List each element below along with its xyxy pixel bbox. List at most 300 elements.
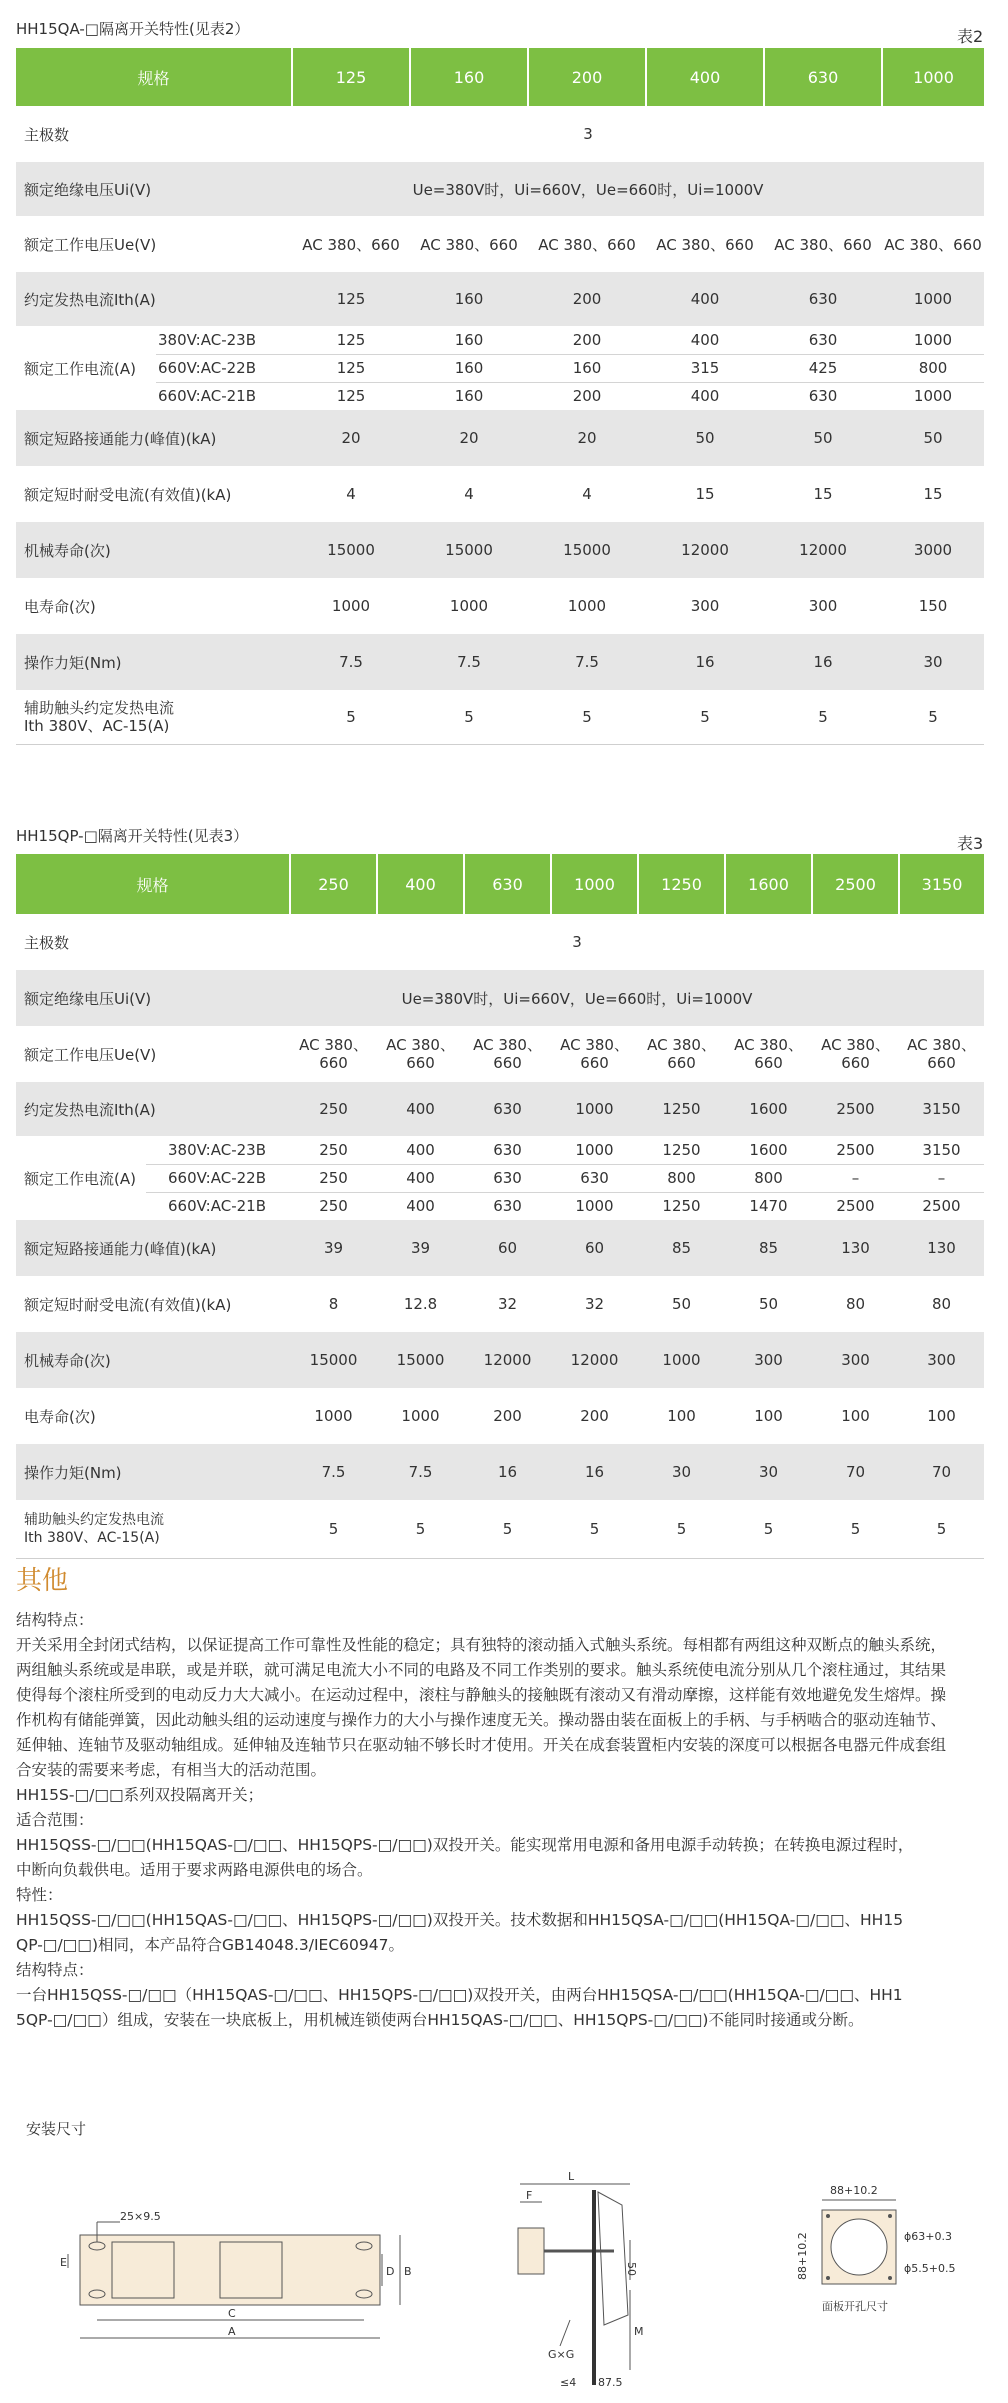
row-label: 额定绝缘电压Ui(V)	[16, 970, 290, 1026]
elec-value: 1000	[449, 597, 489, 615]
stw-value: 80	[845, 1295, 866, 1313]
elec-value: 100	[667, 1407, 696, 1425]
sc-value: 20	[292, 410, 410, 466]
torque-value: 30	[882, 634, 984, 690]
size-header: 200	[528, 48, 646, 106]
elec-value: 1000	[567, 597, 607, 615]
aux-value: 5	[882, 690, 984, 744]
ie-value: 400	[646, 326, 764, 354]
ue-value	[290, 1026, 377, 1082]
aux-value: 5	[464, 1500, 551, 1558]
ui-value: Ue=380V时，Ui=660V，Ue=660时，Ui=1000V	[292, 162, 984, 216]
aux-value: 5	[410, 690, 528, 744]
row-label	[16, 1500, 290, 1558]
table-row	[16, 690, 984, 744]
ie-value: 160	[410, 326, 528, 354]
torque-value: 16	[464, 1444, 551, 1500]
ie-value: 1470	[749, 1197, 788, 1216]
mech-value: 12000	[764, 522, 882, 578]
torque-value: 7.5	[292, 634, 410, 690]
stw-value: 12.8	[403, 1295, 438, 1313]
ue-value: AC 380、660	[774, 235, 872, 254]
text-line: 合安装的需要来考虑，有相当大的活动范围。	[16, 1761, 327, 1779]
text-line: 结构特点：	[16, 1961, 94, 1979]
dim-d55-label: ϕ5.5+0.5	[904, 2262, 956, 2275]
handle-knob	[518, 2228, 544, 2274]
ie-value: 400	[406, 1197, 435, 1216]
sc-value: 50	[646, 410, 764, 466]
dim-f-label: F	[526, 2189, 533, 2202]
torque-value: 70	[899, 1444, 984, 1500]
ue-line2: 660	[841, 1054, 870, 1072]
ue-line1: AC 380、	[560, 1036, 629, 1054]
ith-value: 630	[764, 272, 882, 326]
dim-87-label: 87.5	[598, 2376, 623, 2389]
ith-value: 2500	[812, 1082, 899, 1136]
dim-d63-label: ϕ63+0.3	[904, 2230, 952, 2243]
ue-value: AC 380、660	[302, 235, 400, 254]
row-label: 操作力矩(Nm)	[16, 634, 292, 690]
aux-label-line2: Ith 380V、AC-15(A)	[24, 1529, 160, 1546]
row-label: 电寿命(次)	[24, 597, 96, 616]
ie-condition: 380V:AC-23B	[146, 1136, 290, 1164]
ue-value	[464, 1026, 551, 1082]
ue-value	[725, 1026, 812, 1082]
torque-value: 30	[725, 1444, 812, 1500]
table-row	[16, 1164, 984, 1192]
table3-caption: HH15QP-□隔离开关特性(见表3）	[16, 827, 249, 845]
torque-value: 16	[646, 634, 764, 690]
ue-line1: AC 380、	[821, 1036, 890, 1054]
ith-value: 200	[528, 272, 646, 326]
ie-value: 3150	[899, 1136, 984, 1164]
aux-label-line1: 辅助触头约定发热电流	[24, 1511, 164, 1528]
sc-value: 39	[290, 1220, 377, 1276]
table-row	[16, 578, 984, 634]
ue-line2: 660	[580, 1054, 609, 1072]
text-line: 延伸轴、连轴节及驱动轴组成。延伸轴及连轴节只在驱动轴不够长时才使用。开关在成套装置柜内安装的深度可以根据各电器元件成套组	[16, 1736, 947, 1754]
text-line: 适合范围：	[16, 1811, 94, 1829]
stw-value: 50	[758, 1295, 779, 1313]
ie-value: 630	[464, 1136, 551, 1164]
aux-value: 5	[528, 690, 646, 744]
ue-line1: AC 380、	[386, 1036, 455, 1054]
elec-value: 1000	[314, 1407, 353, 1425]
size-header: 1600	[725, 854, 812, 914]
torque-value: 16	[551, 1444, 638, 1500]
ith-value: 125	[292, 272, 410, 326]
table-row	[16, 1332, 984, 1388]
row-label: 约定发热电流Ith(A)	[16, 1082, 290, 1136]
row-label: 机械寿命(次)	[16, 522, 292, 578]
ie-condition: 660V:AC-22B	[146, 1164, 290, 1192]
dim-d-label: D	[386, 2265, 395, 2278]
ue-value: AC 380、660	[420, 235, 518, 254]
aux-value: 5	[551, 1500, 638, 1558]
elec-value: 300	[690, 597, 720, 615]
ui-value: Ue=380V时，Ui=660V，Ue=660时，Ui=1000V	[290, 970, 984, 1026]
ie-value: 630	[764, 326, 882, 354]
row-label: 额定短时耐受电流(有效值)(kA)	[24, 1295, 232, 1314]
table-row	[16, 1220, 984, 1276]
aux-value: 5	[638, 1500, 725, 1558]
stw-value: 15	[813, 485, 833, 503]
ie-value: 800	[638, 1164, 725, 1192]
row-label: 额定短时耐受电流(有效值)(kA)	[24, 485, 232, 504]
dim-le4-label: ≤4	[560, 2376, 577, 2389]
aux-value: 5	[292, 690, 410, 744]
table2-number: 表2	[957, 27, 984, 46]
ue-value	[812, 1026, 899, 1082]
mech-value: 1000	[638, 1332, 725, 1388]
size-header: 2500	[812, 854, 899, 914]
ie-condition: 660V:AC-22B	[156, 354, 292, 382]
other-text	[16, 1608, 986, 2033]
text-line: QP-□/□□)相同，本产品符合GB14048.3/IEC60947。	[16, 1936, 404, 1954]
text-line: 5QP-□/□□）组成，安装在一块底板上，用机械连锁使两台HH15QAS-□/□□、HH15QPS-□/□□)不能同时接通或分断。	[16, 2011, 864, 2029]
size-header: 1000	[882, 48, 984, 106]
ie-value: 125	[336, 387, 366, 406]
row-label: 主极数	[24, 125, 70, 144]
sc-value: 130	[899, 1220, 984, 1276]
row-label: 额定工作电压Ue(V)	[24, 235, 157, 254]
text-line: 作机构有储能弹簧，因此动触头组的运动速度与操作力的大小与操作速度无关。操动器由装在面板上的手柄、与手柄啮合的驱动连轴节、	[16, 1711, 947, 1729]
poles-value: 3	[583, 125, 593, 143]
cabinet-door	[592, 2190, 596, 2385]
ue-value	[377, 1026, 464, 1082]
size-header: 400	[646, 48, 764, 106]
elec-value: 200	[493, 1407, 522, 1425]
torque-value: 7.5	[410, 634, 528, 690]
row-label: 机械寿命(次)	[16, 1332, 290, 1388]
sc-value: 50	[882, 410, 984, 466]
side-view-drawing	[480, 2150, 680, 2390]
row-label: 约定发热电流Ith(A)	[16, 272, 292, 326]
ith-value: 630	[464, 1082, 551, 1136]
table-row	[16, 216, 984, 272]
stw-value: 32	[584, 1295, 605, 1313]
table3-spec-header: 规格	[16, 854, 290, 914]
ue-line1: AC 380、	[734, 1036, 803, 1054]
ie-value: 125	[292, 326, 410, 354]
ie-value: 250	[290, 1136, 377, 1164]
cutout-circle	[831, 2219, 887, 2275]
mech-value: 300	[899, 1332, 984, 1388]
row-label: 主极数	[24, 933, 70, 952]
elec-value: 100	[754, 1407, 783, 1425]
text-line: 使得每个滚柱所受到的电动反力大大减小。在运动过程中，滚柱与静触头的接触既有滚动又有滑动摩擦，这样能有效地避免发生熔焊。操	[16, 1686, 947, 1704]
table-row	[16, 162, 984, 216]
dim-c-label: C	[228, 2307, 236, 2320]
front-view-drawing	[60, 2180, 430, 2380]
ue-line2: 660	[319, 1054, 348, 1072]
table-row	[16, 914, 984, 970]
elec-value: 150	[918, 597, 948, 615]
ue-line1: AC 380、	[299, 1036, 368, 1054]
ie-value: 1250	[638, 1136, 725, 1164]
stw-value: 4	[464, 485, 474, 503]
ue-line2: 660	[927, 1054, 956, 1072]
row-label: 操作力矩(Nm)	[16, 1444, 290, 1500]
hole-label: 25×9.5	[120, 2210, 161, 2223]
cutout-caption: 面板开孔尺寸	[822, 2300, 888, 2313]
mech-value: 15000	[377, 1332, 464, 1388]
table2-caption: HH15QA-□隔离开关特性(见表2）	[16, 20, 250, 38]
table-row	[16, 410, 984, 466]
table-row	[16, 970, 984, 1026]
ie-value: 400	[690, 387, 720, 406]
row-label: 额定绝缘电压Ui(V)	[16, 162, 292, 216]
base-plate	[80, 2235, 380, 2305]
aux-value: 5	[290, 1500, 377, 1558]
size-header: 1000	[551, 854, 638, 914]
ie-value: 630	[464, 1164, 551, 1192]
ie-value: 250	[319, 1197, 348, 1216]
mech-value: 15000	[528, 522, 646, 578]
stw-value: 8	[328, 1295, 339, 1313]
ith-value: 3150	[899, 1082, 984, 1136]
ith-value: 1000	[551, 1082, 638, 1136]
ie-value: 1000	[575, 1197, 614, 1216]
ith-value: 1000	[882, 272, 984, 326]
size-header: 1250	[638, 854, 725, 914]
table-row	[16, 1276, 984, 1332]
aux-value: 5	[725, 1500, 812, 1558]
ie-value: 800	[882, 354, 984, 382]
table-row	[16, 1444, 984, 1500]
table-row	[16, 1026, 984, 1082]
ue-line2: 660	[493, 1054, 522, 1072]
ie-value: –	[899, 1164, 984, 1192]
panel-cutout-drawing	[780, 2180, 960, 2360]
ith-value: 1600	[725, 1082, 812, 1136]
row-label: 额定短路接通能力(峰值)(kA)	[16, 410, 292, 466]
table-row	[16, 1388, 984, 1444]
size-header: 125	[292, 48, 410, 106]
poles-value: 3	[572, 933, 582, 951]
sc-value: 39	[377, 1220, 464, 1276]
size-header: 3150	[899, 854, 984, 914]
elec-value: 1000	[401, 1407, 440, 1425]
elec-value: 100	[841, 1407, 870, 1425]
ie-value: 800	[725, 1164, 812, 1192]
ith-value: 400	[646, 272, 764, 326]
mech-value: 15000	[292, 522, 410, 578]
dim-m-label: M	[634, 2325, 644, 2338]
table2-header-row	[16, 48, 984, 106]
table3-number: 表3	[957, 834, 984, 853]
ie-value: 400	[377, 1136, 464, 1164]
ue-line1: AC 380、	[647, 1036, 716, 1054]
aux-value: 5	[899, 1500, 984, 1558]
ue-value	[551, 1026, 638, 1082]
table-row	[16, 106, 984, 162]
sc-value: 50	[764, 410, 882, 466]
text-line: 一台HH15QSS-□/□□（HH15QAS-□/□□、HH15QPS-□/□□)双投开关，由两台HH15QSA-□/□□(HH15QA-□/□□、HH1	[16, 1986, 903, 2004]
ie-value: 160	[454, 387, 484, 406]
table-row	[16, 1136, 984, 1164]
section-title-other: 其他	[16, 1566, 69, 1596]
ith-value: 400	[377, 1082, 464, 1136]
ie-value: 160	[410, 354, 528, 382]
text-line: HH15S-□/□□系列双投隔离开关；	[16, 1786, 264, 1804]
ie-value: 1600	[725, 1136, 812, 1164]
ie-value: 1250	[662, 1197, 701, 1216]
stw-value: 80	[931, 1295, 952, 1313]
text-line: 中断向负载供电。适用于要求两路电源供电的场合。	[16, 1861, 373, 1879]
torque-value: 7.5	[290, 1444, 377, 1500]
aux-label-line2: Ith 380V、AC-15(A)	[24, 716, 170, 735]
ie-condition: 380V:AC-23B	[156, 326, 292, 354]
text-line: 开关采用全封闭式结构，以保证提高工作可靠性及性能的稳定；具有独特的滚动插入式触头系统。每相都有两组这种双断点的触头系统，	[16, 1636, 947, 1654]
dim-50-label: 50	[625, 2262, 638, 2276]
stw-value: 15	[923, 485, 943, 503]
mech-value: 12000	[551, 1332, 638, 1388]
stw-value: 4	[346, 485, 356, 503]
ue-value	[638, 1026, 725, 1082]
sc-value: 85	[725, 1220, 812, 1276]
ith-value: 250	[290, 1082, 377, 1136]
ue-line2: 660	[406, 1054, 435, 1072]
table-row	[16, 522, 984, 578]
torque-value: 7.5	[377, 1444, 464, 1500]
row-label: 额定短路接通能力(峰值)(kA)	[16, 1220, 290, 1276]
ie-value: 2500	[836, 1197, 875, 1216]
sc-value: 60	[551, 1220, 638, 1276]
text-line: HH15QSS-□/□□(HH15QAS-□/□□、HH15QPS-□/□□)双投开关。技术数据和HH15QSA-□/□□(HH15QA-□/□□、HH15	[16, 1911, 904, 1929]
install-title: 安装尺寸	[26, 2120, 87, 2138]
ie-value: 630	[551, 1164, 638, 1192]
row-label	[16, 690, 292, 744]
dim-gxg-label: G×G	[548, 2348, 575, 2361]
dim-a-label: A	[228, 2325, 236, 2338]
torque-value: 70	[812, 1444, 899, 1500]
ie-value: 2500	[812, 1136, 899, 1164]
ue-value: AC 380、660	[884, 235, 982, 254]
aux-label-line1: 辅助触头约定发热电流	[24, 698, 175, 717]
size-header: 400	[377, 854, 464, 914]
aux-value: 5	[812, 1500, 899, 1558]
ue-value: AC 380、660	[656, 235, 754, 254]
ie-value: 630	[808, 387, 838, 406]
ie-value: 200	[572, 387, 602, 406]
mech-value: 15000	[290, 1332, 377, 1388]
ue-value	[899, 1026, 984, 1082]
table-row	[16, 1082, 984, 1136]
dim-e-label: E	[60, 2256, 67, 2269]
elec-value: 1000	[331, 597, 371, 615]
sc-value: 85	[638, 1220, 725, 1276]
ue-line1: AC 380、	[907, 1036, 976, 1054]
ue-line1: AC 380、	[473, 1036, 542, 1054]
ie-value: 1000	[913, 387, 953, 406]
torque-value: 7.5	[528, 634, 646, 690]
sc-value: 20	[528, 410, 646, 466]
stw-value: 4	[582, 485, 592, 503]
dim-left-label: 88+10.2	[796, 2232, 809, 2280]
ie-value: 2500	[922, 1197, 961, 1216]
sc-value: 20	[410, 410, 528, 466]
ie-condition: 660V:AC-21B	[168, 1197, 266, 1216]
text-line: HH15QSS-□/□□(HH15QAS-□/□□、HH15QPS-□/□□)双投开关。能实现常用电源和备用电源手动转换；在转换电源过程时，	[16, 1836, 914, 1854]
table2	[16, 48, 984, 745]
mech-value: 300	[812, 1332, 899, 1388]
table-row	[16, 354, 984, 382]
ie-value: 425	[764, 354, 882, 382]
mech-value: 3000	[882, 522, 984, 578]
ie-value: 200	[528, 326, 646, 354]
table3-header-row	[16, 854, 984, 914]
sc-value: 130	[812, 1220, 899, 1276]
size-header: 250	[290, 854, 377, 914]
ith-value: 160	[410, 272, 528, 326]
dim-top-label: 88+10.2	[830, 2184, 878, 2197]
ie-value: 1000	[551, 1136, 638, 1164]
aux-value: 5	[764, 690, 882, 744]
ie-condition: 660V:AC-21B	[158, 387, 256, 406]
mech-value: 15000	[410, 522, 528, 578]
torque-value: 16	[764, 634, 882, 690]
ue-line2: 660	[667, 1054, 696, 1072]
stw-value: 32	[497, 1295, 518, 1313]
ie-value: 160	[528, 354, 646, 382]
aux-value: 5	[646, 690, 764, 744]
table-row	[16, 466, 984, 522]
size-header: 160	[410, 48, 528, 106]
text-line: 特性：	[16, 1886, 63, 1904]
ie-value: 125	[292, 354, 410, 382]
mech-value: 12000	[464, 1332, 551, 1388]
ie-value: 630	[493, 1197, 522, 1216]
row-label: 额定工作电压Ue(V)	[24, 1045, 157, 1064]
ie-value: 400	[377, 1164, 464, 1192]
row-label: 电寿命(次)	[24, 1407, 96, 1426]
table-row	[16, 1192, 984, 1220]
size-header: 630	[764, 48, 882, 106]
table-row	[16, 326, 984, 354]
sc-value: 60	[464, 1220, 551, 1276]
ith-value: 1250	[638, 1082, 725, 1136]
table2-spec-header: 规格	[16, 48, 292, 106]
size-header: 630	[464, 854, 551, 914]
ue-value: AC 380、660	[538, 235, 636, 254]
elec-value: 200	[580, 1407, 609, 1425]
ie-value: 250	[290, 1164, 377, 1192]
table-row	[16, 382, 984, 410]
elec-value: 100	[927, 1407, 956, 1425]
table3	[16, 854, 984, 1559]
mech-value: 12000	[646, 522, 764, 578]
mech-value: 300	[725, 1332, 812, 1388]
dim-l-label: L	[568, 2170, 575, 2183]
dim-b-label: B	[404, 2265, 412, 2278]
aux-value: 5	[377, 1500, 464, 1558]
table-row	[16, 272, 984, 326]
stw-value: 15	[695, 485, 715, 503]
table-row	[16, 1500, 984, 1558]
text-line: 两组触头系统或是串联，或是并联，就可满足电流大小不同的电路及不同工作类别的要求。触头系统使电流分别从几个滚柱通过，其结果	[16, 1661, 947, 1679]
ie-value: 315	[646, 354, 764, 382]
text-line: 结构特点：	[16, 1611, 94, 1629]
torque-value: 30	[638, 1444, 725, 1500]
elec-value: 300	[808, 597, 838, 615]
ie-value: 1000	[882, 326, 984, 354]
stw-value: 50	[671, 1295, 692, 1313]
ie-value: –	[812, 1164, 899, 1192]
row-label: 额定工作电流(A)	[24, 1169, 136, 1188]
row-label: 额定工作电流(A)	[24, 359, 136, 378]
table-row	[16, 634, 984, 690]
